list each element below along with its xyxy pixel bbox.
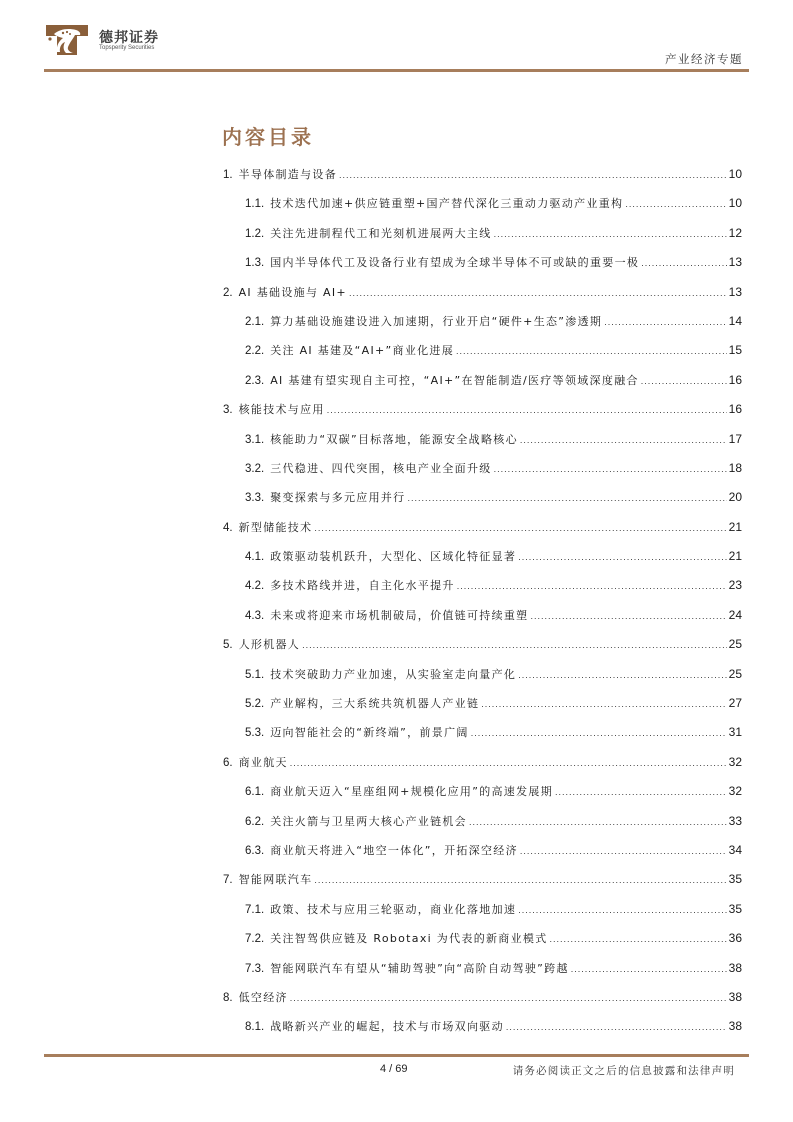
toc-leader-dots <box>457 581 727 591</box>
toc-heading: 关注火箭与卫星两大核心产业链机会 <box>270 814 467 828</box>
toc-page-number: 12 <box>728 225 742 240</box>
toc-heading: 政策驱动装机跃升，大型化、区域化特征显著 <box>270 550 517 564</box>
toc-heading: 技术突破助力产业加速，从实验室走向量产化 <box>270 667 517 681</box>
toc-heading: 多技术路线并进，自主化水平提升 <box>270 579 455 593</box>
toc-page-number: 20 <box>728 490 742 505</box>
toc-number: 5. <box>223 639 233 652</box>
footer-divider <box>44 1054 749 1057</box>
toc-number: 8.1. <box>245 1021 265 1034</box>
toc-page-number: 36 <box>728 931 742 946</box>
toc-subsection-link[interactable] <box>223 607 742 636</box>
toc-number: 7.2. <box>245 933 265 946</box>
toc-number: 7.1. <box>245 903 265 916</box>
page-indicator: 4 / 69 <box>380 1063 408 1075</box>
toc-subsection-link[interactable] <box>223 783 742 812</box>
page-title: 内容目录 <box>222 125 314 149</box>
toc-heading: 聚变探索与多元应用并行 <box>270 491 406 505</box>
toc-heading: 关注智驾供应链及 Robotaxi 为代表的新商业模式 <box>270 932 548 946</box>
toc-section-link[interactable] <box>223 519 742 548</box>
toc-number: 7.3. <box>245 962 265 975</box>
toc-number: 6.1. <box>245 786 265 799</box>
toc-heading: 核能技术与应用 <box>238 403 325 417</box>
toc-page-number: 18 <box>728 460 742 475</box>
toc-number: 3. <box>223 404 233 417</box>
toc-heading: 半导体制造与设备 <box>238 168 337 181</box>
toc-number: 6.3. <box>245 844 265 857</box>
toc-section-link[interactable] <box>223 166 742 195</box>
toc-number: 4.3. <box>245 609 265 622</box>
toc-subsection-link[interactable] <box>223 960 742 989</box>
toc-leader-dots <box>314 875 726 885</box>
toc-subsection-link[interactable] <box>223 842 742 871</box>
toc-subsection-link[interactable] <box>223 548 742 577</box>
toc-number: 8. <box>223 991 233 1004</box>
toc-leader-dots <box>481 699 726 709</box>
toc-subsection-link[interactable] <box>223 695 742 724</box>
toc-heading: 商业航天迈入“星座组网+规模化应用”的高速发展期 <box>270 785 553 799</box>
toc-number: 2.3. <box>245 374 265 387</box>
toc-leader-dots <box>494 229 727 239</box>
toc-page-number: 16 <box>728 372 742 387</box>
toc-leader-dots <box>555 787 727 797</box>
toc-heading: 关注先进制程代工和光刻机进展两大主线 <box>270 226 492 240</box>
toc-heading: 商业航天 <box>238 755 288 769</box>
toc-heading: 迈向智能社会的“新终端”，前景广阔 <box>270 726 469 740</box>
toc-leader-dots <box>469 817 727 827</box>
toc-heading: AI 基础设施与 AI+ <box>238 285 347 299</box>
toc-page-number: 17 <box>728 431 742 446</box>
toc-page-number: 15 <box>728 343 742 358</box>
toc-subsection-link[interactable] <box>223 901 742 930</box>
toc-page-number: 16 <box>728 402 742 417</box>
toc-page-number: 13 <box>728 255 742 270</box>
toc-number: 1. <box>223 169 233 181</box>
toc-leader-dots <box>506 1022 727 1032</box>
brand-name-en: Topsperity Securities <box>99 45 155 51</box>
toc-heading: 战略新兴产业的崛起，技术与市场双向驱动 <box>270 1020 504 1034</box>
toc-page-number: 10 <box>728 167 742 181</box>
toc-heading: AI 基建有望实现自主可控，“AI+”在智能制造/医疗等领域深度融合 <box>270 373 639 387</box>
header-divider <box>44 69 749 72</box>
toc-leader-dots <box>327 405 727 415</box>
toc-section-link[interactable] <box>223 284 742 313</box>
brand-logo-icon <box>46 25 88 55</box>
toc-leader-dots <box>339 170 727 180</box>
toc-number: 4. <box>223 521 233 534</box>
toc-page-number: 25 <box>728 666 742 681</box>
toc-subsection-link[interactable] <box>223 313 742 342</box>
toc-leader-dots <box>531 611 727 621</box>
toc-number: 4.1. <box>245 551 265 564</box>
toc-page-number: 35 <box>728 901 742 916</box>
toc-subsection-link[interactable] <box>223 813 742 842</box>
toc-subsection-link[interactable] <box>223 372 742 401</box>
table-of-contents <box>223 166 742 1048</box>
toc-number: 5.1. <box>245 668 265 681</box>
toc-number: 5.2. <box>245 698 265 711</box>
toc-section-link[interactable] <box>223 636 742 665</box>
toc-subsection-link[interactable] <box>223 225 742 254</box>
toc-number: 2.1. <box>245 315 265 328</box>
toc-page-number: 38 <box>728 989 742 1004</box>
toc-subsection-link[interactable] <box>223 489 742 518</box>
brand-name-cn: 德邦证券 <box>99 30 159 46</box>
toc-number: 7. <box>223 874 233 887</box>
toc-number: 1.1. <box>245 198 265 211</box>
toc-leader-dots <box>314 523 726 533</box>
toc-heading: 低空经济 <box>238 990 288 1004</box>
toc-heading: 产业解构，三大系统共筑机器人产业链 <box>270 697 480 711</box>
section-tag: 产业经济专题 <box>665 52 743 66</box>
toc-page-number: 14 <box>728 313 742 328</box>
toc-leader-dots <box>550 934 727 944</box>
toc-page-number: 13 <box>728 284 742 299</box>
toc-leader-dots <box>641 258 726 268</box>
toc-number: 4.2. <box>245 580 265 593</box>
toc-heading: 算力基础设施建设进入加速期，行业开启“硬件+生态”渗透期 <box>270 314 603 328</box>
toc-page-number: 27 <box>728 696 742 711</box>
toc-subsection-link[interactable] <box>223 254 742 283</box>
toc-page-number: 35 <box>728 872 742 887</box>
toc-page-number: 21 <box>728 549 742 564</box>
toc-subsection-link[interactable] <box>223 577 742 606</box>
toc-leader-dots <box>641 376 727 386</box>
toc-page-number: 33 <box>728 813 742 828</box>
toc-number: 1.2. <box>245 227 265 240</box>
toc-subsection-link[interactable] <box>223 431 742 460</box>
toc-page-number: 21 <box>728 519 742 534</box>
toc-heading: 国内半导体代工及设备行业有望成为全球半导体不可或缺的重要一极 <box>270 256 640 270</box>
toc-number: 6. <box>223 756 233 769</box>
toc-number: 2. <box>223 286 233 299</box>
toc-leader-dots <box>290 758 727 768</box>
toc-page-number: 24 <box>728 607 742 622</box>
toc-section-link[interactable] <box>223 871 742 900</box>
toc-subsection-link[interactable] <box>223 1018 742 1047</box>
toc-leader-dots <box>520 846 727 856</box>
toc-heading: 三代稳进、四代突围，核电产业全面升级 <box>270 461 492 475</box>
toc-number: 2.2. <box>245 345 265 358</box>
toc-page-number: 32 <box>728 784 742 799</box>
toc-leader-dots <box>494 464 727 474</box>
toc-page-number: 34 <box>728 842 742 857</box>
toc-leader-dots <box>520 435 727 445</box>
toc-heading: 智能网联汽车有望从“辅助驾驶”向“高阶自动驾驶”跨越 <box>270 961 569 975</box>
toc-subsection-link[interactable] <box>223 460 742 489</box>
toc-heading: 智能网联汽车 <box>238 873 313 887</box>
toc-leader-dots <box>625 199 726 209</box>
toc-leader-dots <box>456 346 727 356</box>
toc-leader-dots <box>408 493 727 503</box>
toc-heading: 核能助力“双碳”目标落地，能源安全战略核心 <box>270 432 518 446</box>
toc-page-number: 31 <box>728 725 742 740</box>
toc-leader-dots <box>604 317 726 327</box>
toc-leader-dots <box>518 670 726 680</box>
toc-heading: 政策、技术与应用三轮驱动，商业化落地加速 <box>270 902 517 916</box>
toc-leader-dots <box>302 640 727 650</box>
toc-leader-dots <box>518 552 726 562</box>
toc-leader-dots <box>518 905 726 915</box>
toc-number: 3.2. <box>245 462 265 475</box>
toc-heading: 新型储能技术 <box>238 520 313 534</box>
toc-heading: 未来或将迎来市场机制破局，价值链可持续重塑 <box>270 608 529 622</box>
toc-number: 5.3. <box>245 727 265 740</box>
toc-page-number: 38 <box>728 960 742 975</box>
toc-page-number: 10 <box>728 196 742 211</box>
toc-subsection-link[interactable] <box>223 930 742 959</box>
toc-number: 3.3. <box>245 492 265 505</box>
toc-subsection-link[interactable] <box>223 724 742 753</box>
toc-section-link[interactable] <box>223 401 742 430</box>
toc-section-link[interactable] <box>223 754 742 783</box>
toc-page-number: 38 <box>728 1019 742 1034</box>
legal-disclaimer: 请务必阅读正文之后的信息披露和法律声明 <box>512 1065 735 1077</box>
toc-number: 1.3. <box>245 257 265 270</box>
toc-subsection-link[interactable] <box>223 342 742 371</box>
toc-leader-dots <box>290 993 727 1003</box>
toc-page-number: 23 <box>728 578 742 593</box>
toc-leader-dots <box>349 288 727 298</box>
toc-leader-dots <box>471 728 727 738</box>
toc-leader-dots <box>571 964 727 974</box>
toc-heading: 人形机器人 <box>238 638 301 652</box>
toc-page-number: 32 <box>728 754 742 769</box>
toc-heading: 关注 AI 基建及“AI+”商业化进展 <box>270 344 455 358</box>
toc-heading: 商业航天将进入“地空一体化”，开拓深空经济 <box>270 843 518 857</box>
toc-number: 3.1. <box>245 433 265 446</box>
toc-subsection-link[interactable] <box>223 195 742 224</box>
toc-section-link[interactable] <box>223 989 742 1018</box>
toc-heading: 技术迭代加速+供应链重塑+国产替代深化三重动力驱动产业重构 <box>270 197 624 211</box>
toc-page-number: 25 <box>728 637 742 652</box>
toc-number: 6.2. <box>245 815 265 828</box>
toc-subsection-link[interactable] <box>223 666 742 695</box>
